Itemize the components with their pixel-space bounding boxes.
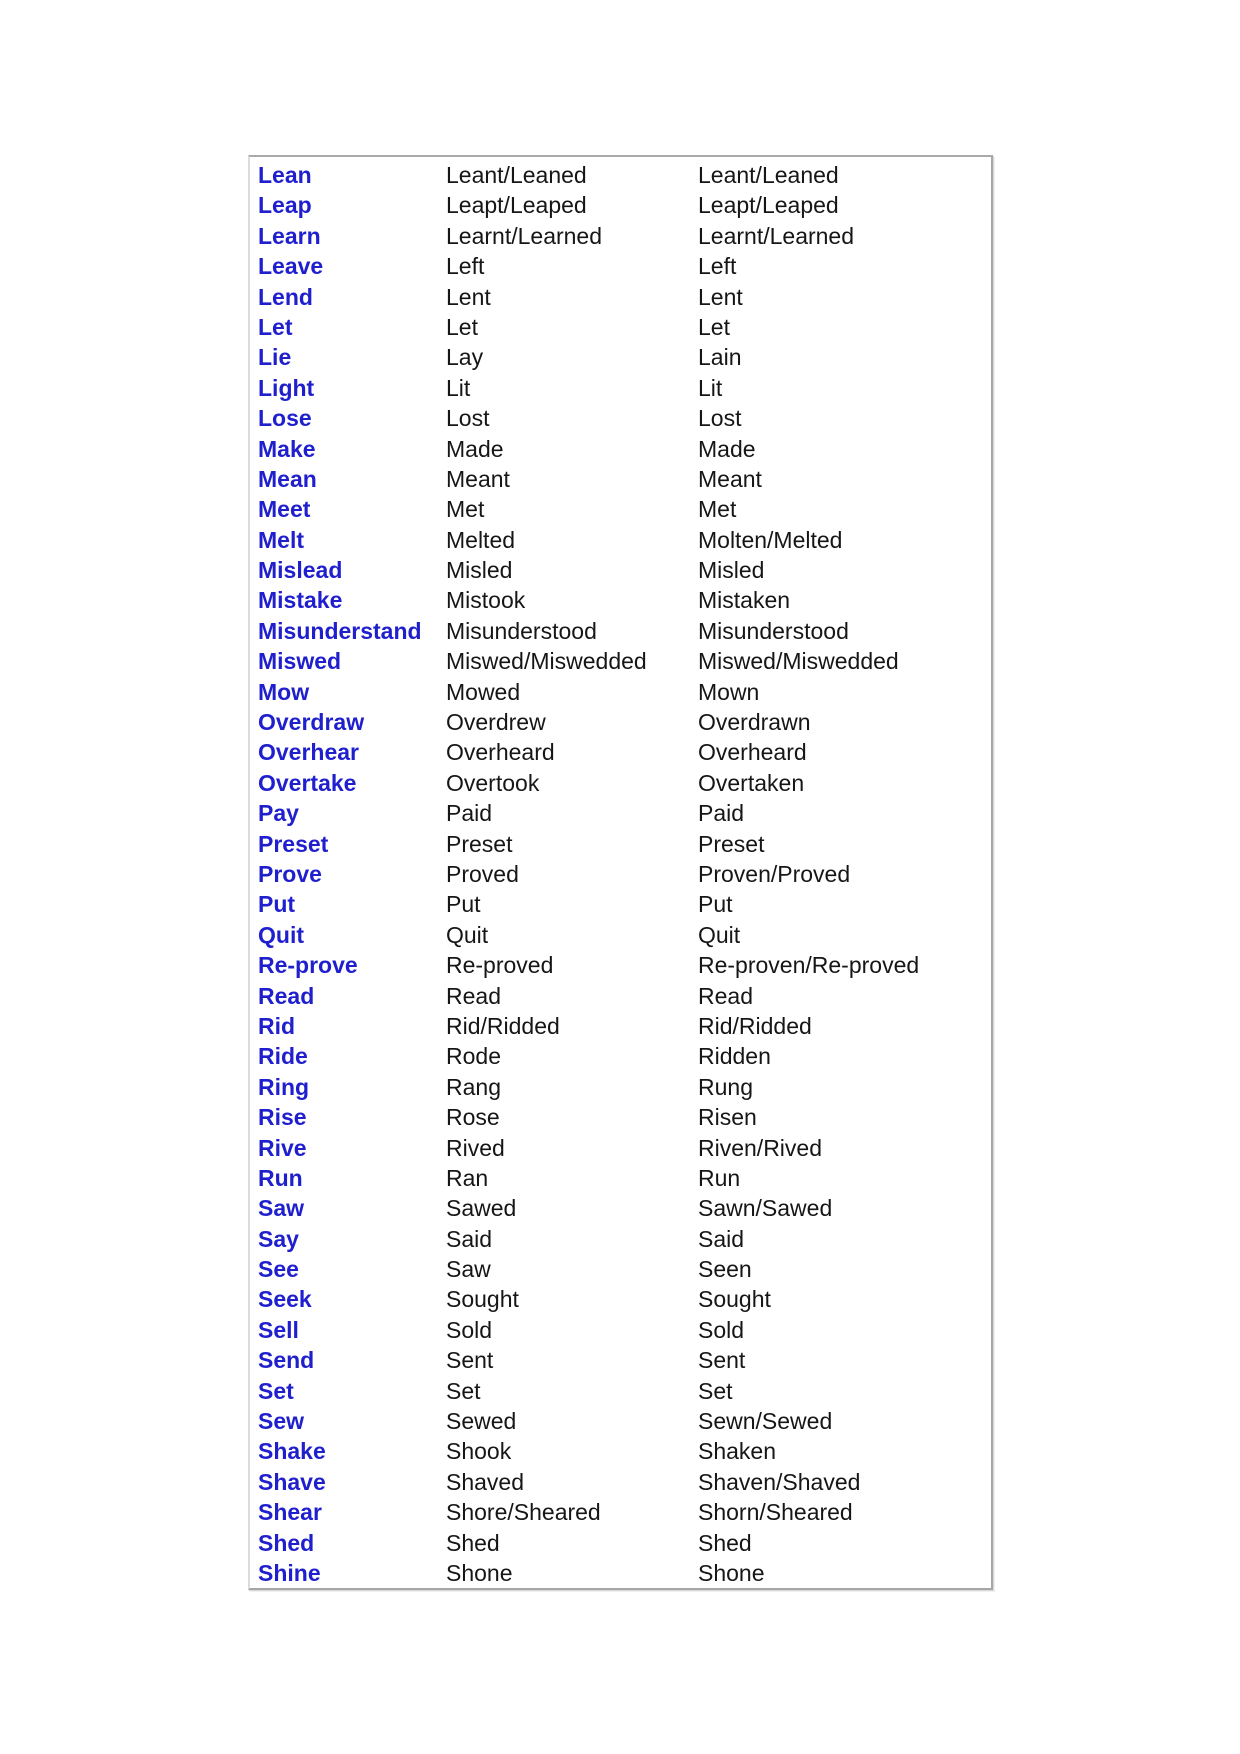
verb-past-participle: Sewn/Sewed xyxy=(698,1408,833,1435)
verb-past-participle: Sought xyxy=(698,1286,771,1313)
verb-past-simple: Rang xyxy=(446,1073,501,1100)
table-row xyxy=(258,920,991,950)
verb-base-form-link[interactable]: Miswed xyxy=(258,648,342,675)
verb-past-participle: Met xyxy=(698,496,737,523)
table-row xyxy=(258,403,991,433)
verb-past-participle: Re-proven/Re-proved xyxy=(698,952,920,979)
verb-past-simple: Melted xyxy=(446,526,516,553)
verb-base-form-link[interactable]: Overtake xyxy=(258,769,357,796)
table-row xyxy=(258,1193,991,1223)
verb-base-form-link[interactable]: Shear xyxy=(258,1499,322,1526)
verb-past-simple: Misled xyxy=(446,557,513,584)
verb-past-simple: Leant/Leaned xyxy=(446,162,587,188)
table-row xyxy=(258,373,991,403)
verb-past-simple: Saw xyxy=(446,1256,491,1283)
verb-past-simple: Let xyxy=(446,313,478,340)
verb-past-participle: Leapt/Leaped xyxy=(698,192,839,219)
verb-past-simple: Misunderstood xyxy=(446,617,597,644)
table-row xyxy=(258,312,991,342)
verb-past-simple: Lent xyxy=(446,283,491,310)
verb-past-participle: Set xyxy=(698,1377,733,1404)
verb-base-form-link[interactable]: Sell xyxy=(258,1316,299,1343)
verb-past-participle: Mown xyxy=(698,678,760,705)
verb-base-form-link[interactable]: Lean xyxy=(258,162,312,188)
verb-past-participle: Made xyxy=(698,435,756,462)
verb-base-form-link[interactable]: Preset xyxy=(258,830,329,857)
verb-base-form-link[interactable]: Lend xyxy=(258,283,313,310)
verb-base-form-link[interactable]: Overhear xyxy=(258,739,360,766)
verb-base-form-link[interactable]: Mow xyxy=(258,678,310,705)
table-row xyxy=(258,1041,991,1071)
verb-past-simple: Left xyxy=(446,253,485,280)
verb-past-simple: Miswed/Miswedded xyxy=(446,648,647,675)
irregular-verbs-table-frame xyxy=(248,155,993,1590)
table-row xyxy=(258,251,991,281)
verb-past-simple: Shaved xyxy=(446,1468,525,1495)
verb-past-simple: Ran xyxy=(446,1164,489,1191)
table-row xyxy=(258,798,991,828)
verb-base-form-link[interactable]: Pay xyxy=(258,800,299,827)
verb-base-form-link[interactable]: See xyxy=(258,1256,299,1283)
verb-base-form-link[interactable]: Ring xyxy=(258,1073,310,1100)
verb-past-simple: Mistook xyxy=(446,587,526,614)
table-row xyxy=(258,1284,991,1314)
verb-base-form-link[interactable]: Re-prove xyxy=(258,952,358,979)
verb-base-form-link[interactable]: Lose xyxy=(258,405,312,432)
verb-past-participle: Shaven/Shaved xyxy=(698,1468,861,1495)
verb-base-form-link[interactable]: Melt xyxy=(258,526,304,553)
verb-past-participle: Mistaken xyxy=(698,587,791,614)
verb-past-simple: Overdrew xyxy=(446,709,546,736)
verb-past-participle: Shorn/Sheared xyxy=(698,1499,853,1526)
verb-past-participle: Quit xyxy=(698,921,741,948)
verb-past-participle: Ridden xyxy=(698,1043,771,1070)
table-row xyxy=(258,1011,991,1041)
verb-past-participle: Molten/Melted xyxy=(698,526,843,553)
verb-past-simple: Put xyxy=(446,891,481,918)
verb-base-form-link[interactable]: Shave xyxy=(258,1468,326,1495)
verb-past-simple: Rid/Ridded xyxy=(446,1012,560,1039)
verb-past-simple: Sawed xyxy=(446,1195,517,1222)
verb-base-form-link[interactable]: Quit xyxy=(258,921,304,948)
table-row xyxy=(258,1072,991,1102)
verb-base-form-link[interactable]: Lie xyxy=(258,344,292,371)
table-row xyxy=(258,1345,991,1375)
verb-base-form-link[interactable]: Rive xyxy=(258,1134,307,1161)
verb-past-participle: Sawn/Sawed xyxy=(698,1195,833,1222)
verb-past-simple: Said xyxy=(446,1225,493,1252)
verb-past-simple: Rode xyxy=(446,1043,501,1070)
verb-past-participle: Riven/Rived xyxy=(698,1134,822,1161)
verb-past-participle: Paid xyxy=(698,800,745,827)
verb-past-participle: Shone xyxy=(698,1559,765,1586)
verb-past-participle: Lost xyxy=(698,405,742,432)
verb-past-simple: Sought xyxy=(446,1286,519,1313)
verb-past-participle: Misled xyxy=(698,557,765,584)
table-row xyxy=(258,342,991,372)
table-row xyxy=(258,1133,991,1163)
verb-past-participle: Risen xyxy=(698,1104,757,1131)
verb-past-participle: Meant xyxy=(698,465,762,492)
verb-base-form-link[interactable]: Read xyxy=(258,982,315,1009)
table-row xyxy=(258,1467,991,1497)
verb-past-participle: Left xyxy=(698,253,737,280)
verb-past-participle: Overheard xyxy=(698,739,807,766)
verb-past-participle: Shaken xyxy=(698,1438,777,1465)
verb-past-participle: Said xyxy=(698,1225,745,1252)
verb-past-simple: Sold xyxy=(446,1316,493,1343)
verb-past-simple: Sewed xyxy=(446,1408,517,1435)
table-row xyxy=(258,464,991,494)
verb-past-participle: Lain xyxy=(698,344,742,371)
table-row xyxy=(258,859,991,889)
table-row xyxy=(258,1528,991,1558)
table-row xyxy=(258,221,991,251)
verb-base-form-link[interactable]: Run xyxy=(258,1164,303,1191)
verb-base-form-link[interactable]: Seek xyxy=(258,1286,312,1313)
verb-past-simple: Shed xyxy=(446,1529,500,1556)
verb-past-participle: Put xyxy=(698,891,733,918)
table-row xyxy=(258,1436,991,1466)
verb-base-form-link[interactable]: Light xyxy=(258,374,315,401)
table-row xyxy=(258,160,991,190)
verb-past-simple: Proved xyxy=(446,860,519,887)
verb-past-simple: Paid xyxy=(446,800,493,827)
verb-past-participle: Seen xyxy=(698,1256,752,1283)
verb-past-participle: Sold xyxy=(698,1316,745,1343)
table-row xyxy=(258,1406,991,1436)
table-row xyxy=(258,737,991,767)
verb-past-participle: Lent xyxy=(698,283,743,310)
verb-past-simple: Lost xyxy=(446,405,490,432)
verb-past-participle: Overtaken xyxy=(698,769,805,796)
verb-past-participle: Let xyxy=(698,313,730,340)
verb-past-simple: Lay xyxy=(446,344,484,371)
verb-past-participle: Overdrawn xyxy=(698,709,811,736)
verb-base-form-link[interactable]: Set xyxy=(258,1377,294,1404)
table-row xyxy=(258,889,991,919)
verb-base-form-link[interactable]: Shine xyxy=(258,1559,321,1586)
verb-base-form-link[interactable]: Send xyxy=(258,1347,315,1374)
verb-base-form-link[interactable]: Saw xyxy=(258,1195,305,1222)
table-row xyxy=(258,282,991,312)
table-row xyxy=(258,646,991,676)
verb-past-simple: Rived xyxy=(446,1134,505,1161)
table-row xyxy=(258,1376,991,1406)
table-row xyxy=(258,1315,991,1345)
verb-past-simple: Re-proved xyxy=(446,952,554,979)
table-row xyxy=(258,555,991,585)
verb-past-simple: Met xyxy=(446,496,485,523)
verb-base-form-link[interactable]: Mean xyxy=(258,465,317,492)
verb-past-participle: Proven/Proved xyxy=(698,860,851,887)
table-row xyxy=(258,1224,991,1254)
verb-base-form-link[interactable]: Overdraw xyxy=(258,709,365,736)
verb-past-participle: Rung xyxy=(698,1073,753,1100)
table-row xyxy=(258,525,991,555)
verb-base-form-link[interactable]: Put xyxy=(258,891,296,918)
table-row xyxy=(258,950,991,980)
verb-past-participle: Run xyxy=(698,1164,741,1191)
table-row xyxy=(258,768,991,798)
table-row xyxy=(258,707,991,737)
verb-base-form-link[interactable]: Leave xyxy=(258,253,324,280)
verb-past-simple: Sent xyxy=(446,1347,494,1374)
verb-past-simple: Overtook xyxy=(446,769,540,796)
verb-past-participle: Lit xyxy=(698,374,723,401)
table-row xyxy=(258,1163,991,1193)
verb-past-simple: Shone xyxy=(446,1559,513,1586)
verb-past-participle: Preset xyxy=(698,830,765,857)
table-row xyxy=(258,1102,991,1132)
verb-past-participle: Rid/Ridded xyxy=(698,1012,812,1039)
verb-base-form-link[interactable]: Leap xyxy=(258,192,312,219)
verb-past-simple: Quit xyxy=(446,921,489,948)
table-row xyxy=(258,677,991,707)
verb-past-simple: Lit xyxy=(446,374,471,401)
verb-past-participle: Read xyxy=(698,982,753,1009)
table-row xyxy=(258,829,991,859)
verb-base-form-link[interactable]: Let xyxy=(258,313,293,340)
verb-base-form-link[interactable]: Mistake xyxy=(258,587,343,614)
table-row xyxy=(258,981,991,1011)
verb-past-participle: Shed xyxy=(698,1529,752,1556)
verb-past-simple: Leapt/Leaped xyxy=(446,192,587,219)
verb-base-form-link[interactable]: Meet xyxy=(258,496,311,523)
verb-past-simple: Shook xyxy=(446,1438,512,1465)
verb-past-simple: Read xyxy=(446,982,501,1009)
table-row xyxy=(258,1254,991,1284)
verb-past-participle: Misunderstood xyxy=(698,617,849,644)
verb-past-participle: Sent xyxy=(698,1347,746,1374)
table-row xyxy=(258,190,991,220)
verb-base-form-link[interactable]: Learn xyxy=(258,222,321,249)
verb-base-form-link[interactable]: Sew xyxy=(258,1408,305,1435)
verb-past-simple: Meant xyxy=(446,465,510,492)
verb-past-simple: Mowed xyxy=(446,678,521,705)
verb-past-participle: Leant/Leaned xyxy=(698,162,839,188)
verb-rows xyxy=(258,160,991,1588)
verb-past-simple: Made xyxy=(446,435,504,462)
verb-base-form-link[interactable]: Mislead xyxy=(258,557,343,584)
table-row xyxy=(258,616,991,646)
table-row xyxy=(258,494,991,524)
verb-base-form-link[interactable]: Shed xyxy=(258,1529,315,1556)
verb-past-simple: Shore/Sheared xyxy=(446,1499,601,1526)
verb-past-simple: Set xyxy=(446,1377,481,1404)
verb-past-participle: Miswed/Miswedded xyxy=(698,648,899,675)
verb-past-participle: Learnt/Learned xyxy=(698,222,855,249)
verb-base-form-link[interactable]: Prove xyxy=(258,860,322,887)
verb-past-simple: Overheard xyxy=(446,739,555,766)
verb-base-form-link[interactable]: Make xyxy=(258,435,316,462)
table-row xyxy=(258,1558,991,1588)
verb-past-simple: Rose xyxy=(446,1104,500,1131)
table-row xyxy=(258,585,991,615)
verb-past-simple: Preset xyxy=(446,830,513,857)
table-row xyxy=(258,434,991,464)
verb-base-form-link[interactable]: Rid xyxy=(258,1012,296,1039)
verb-base-form-link[interactable]: Say xyxy=(258,1225,299,1252)
verb-base-form-link[interactable]: Rise xyxy=(258,1104,307,1131)
verb-base-form-link[interactable]: Ride xyxy=(258,1043,308,1070)
table-row xyxy=(258,1497,991,1527)
verb-base-form-link[interactable]: Shake xyxy=(258,1438,326,1465)
verb-base-form-link[interactable]: Misunderstand xyxy=(258,617,422,644)
verb-past-simple: Learnt/Learned xyxy=(446,222,603,249)
